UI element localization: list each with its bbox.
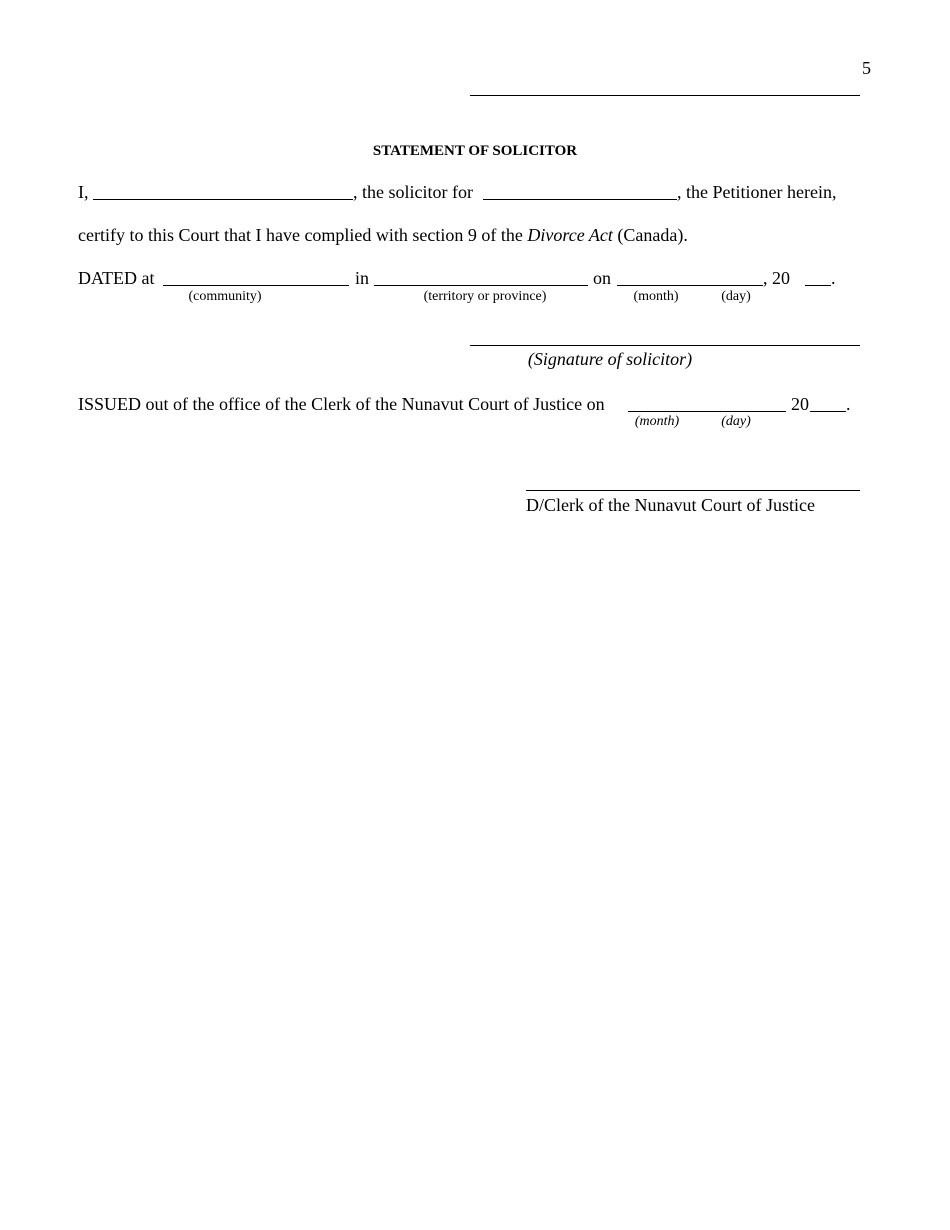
- certification-text: [78, 225, 688, 245]
- community-blank[interactable]: [163, 285, 349, 286]
- dated-end: .: [831, 268, 836, 288]
- day-label: (day): [721, 289, 751, 304]
- issued-month-label: (month): [634, 414, 680, 429]
- issued-text: ISSUED out of the office of the Clerk of the Nunavut Court of Justice on: [78, 394, 605, 414]
- act-name: Divorce Act: [527, 225, 613, 245]
- issued-end: .: [846, 394, 851, 414]
- dated-year-prefix: , 20: [763, 268, 790, 288]
- top-blank-line[interactable]: [470, 95, 860, 96]
- territory-label: (territory or province): [423, 289, 547, 304]
- month-label: (month): [633, 289, 679, 304]
- community-label: (community): [188, 289, 262, 304]
- page-number: 5: [862, 58, 871, 78]
- territory-blank[interactable]: [374, 285, 588, 286]
- year-blank[interactable]: [805, 285, 831, 286]
- dated-in: in: [355, 268, 370, 288]
- issued-year-blank[interactable]: [810, 411, 846, 412]
- line1-end: , the Petitioner herein,: [677, 182, 837, 202]
- solicitor-name-blank[interactable]: [93, 199, 353, 200]
- dated-on: on: [593, 268, 611, 288]
- signature-label: (Signature of solicitor): [527, 349, 693, 369]
- certification-before: certify to this Court that I have complied with section 9 of the: [78, 225, 523, 245]
- dated-start: DATED at: [78, 268, 155, 288]
- petitioner-name-blank[interactable]: [483, 199, 677, 200]
- date-blank[interactable]: [617, 285, 763, 286]
- document-title: STATEMENT OF SOLICITOR: [372, 143, 578, 159]
- issued-year-prefix: 20: [791, 394, 809, 414]
- issued-day-label: (day): [721, 414, 751, 429]
- signature-line[interactable]: [470, 345, 860, 346]
- clerk-signature-line[interactable]: [526, 490, 860, 491]
- certification-after: (Canada).: [617, 225, 688, 245]
- line1-start: I,: [78, 182, 89, 202]
- clerk-label: D/Clerk of the Nunavut Court of Justice: [526, 495, 815, 515]
- issued-date-blank[interactable]: [628, 411, 786, 412]
- line1-mid: , the solicitor for: [353, 182, 473, 202]
